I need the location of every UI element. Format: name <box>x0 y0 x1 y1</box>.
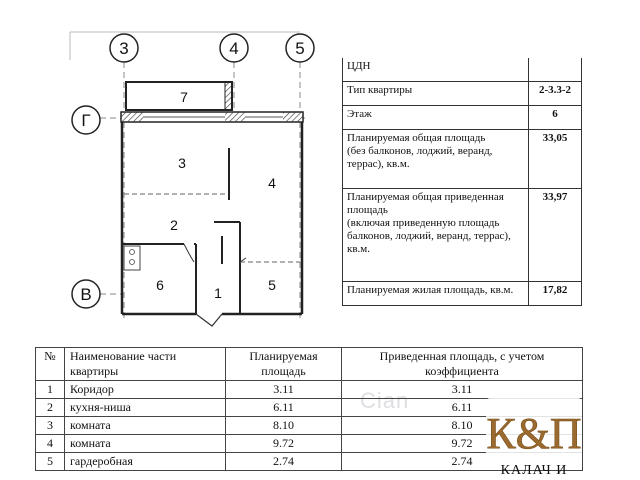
row-area: 8.10 <box>226 417 342 435</box>
info-row <box>343 281 582 305</box>
room-number-2: 2 <box>170 217 178 233</box>
info-label: Планируемая общая площадь (без балконов, лоджий, веранд, террас), кв.м. <box>343 129 529 188</box>
info-label: Этаж <box>343 105 529 129</box>
info-label: Тип квартиры <box>343 81 529 105</box>
row-reduced: 6.11 <box>342 399 583 417</box>
apartment-info-table <box>342 58 582 306</box>
row-num: 4 <box>36 435 65 453</box>
row-area: 2.74 <box>226 453 342 471</box>
header-num: № <box>36 348 65 381</box>
row-num: 5 <box>36 453 65 471</box>
info-row <box>343 58 582 81</box>
row-area: 6.11 <box>226 399 342 417</box>
info-row <box>343 81 582 105</box>
axis-label-v: В <box>80 285 92 304</box>
row-reduced: 3.11 <box>342 381 583 399</box>
room-number-1: 1 <box>214 285 222 301</box>
room-number-5: 5 <box>268 277 276 293</box>
row-name: кухня-ниша <box>65 399 226 417</box>
info-value: 33,97 <box>529 188 582 281</box>
logo-main-text: К&П <box>486 409 582 458</box>
info-row <box>343 105 582 129</box>
row-reduced: 9.72 <box>342 435 583 453</box>
info-value: 33,05 <box>529 129 582 188</box>
axis-label-5: 5 <box>295 39 305 58</box>
info-label: ЦДН <box>343 58 529 81</box>
info-row <box>343 129 582 188</box>
rooms-header-row <box>36 348 583 381</box>
info-row <box>343 188 582 281</box>
company-logo <box>478 392 590 480</box>
logo-sub-text: КАЛАЧ И <box>500 463 568 478</box>
row-area: 3.11 <box>226 381 342 399</box>
header-name: Наименование части квартиры <box>65 348 226 381</box>
info-label: Планируемая общая приведенная площадь (включая приведенную площадь балконов, лоджий, веранд, террас), кв.м. <box>343 188 529 281</box>
row-num: 3 <box>36 417 65 435</box>
row-num: 1 <box>36 381 65 399</box>
row-name: Коридор <box>65 381 226 399</box>
axis-label-3: 3 <box>119 39 129 58</box>
axis-label-g: Г <box>81 111 91 130</box>
row-name: комната <box>65 417 226 435</box>
axis-label-4: 4 <box>229 39 239 58</box>
info-value: 17,82 <box>529 281 582 305</box>
floor-plan <box>0 0 340 340</box>
row-name: комната <box>65 435 226 453</box>
info-label: Планируемая жилая площадь, кв.м. <box>343 281 529 305</box>
row-num: 2 <box>36 399 65 417</box>
info-value <box>529 58 582 81</box>
info-value: 2-3.3-2 <box>529 81 582 105</box>
row-name: гардеробная <box>65 453 226 471</box>
row-reduced: 8.10 <box>342 417 583 435</box>
row-reduced: 2.74 <box>342 453 583 471</box>
row-area: 9.72 <box>226 435 342 453</box>
header-area: Планируемая площадь <box>226 348 342 381</box>
room-number-3: 3 <box>178 155 186 171</box>
room-number-7: 7 <box>180 89 188 105</box>
info-value: 6 <box>529 105 582 129</box>
header-reduced: Приведенная площадь, с учетом коэффициента <box>342 348 583 381</box>
room-number-4: 4 <box>268 175 276 191</box>
room-number-6: 6 <box>156 277 164 293</box>
watermark: Cian <box>360 388 410 413</box>
